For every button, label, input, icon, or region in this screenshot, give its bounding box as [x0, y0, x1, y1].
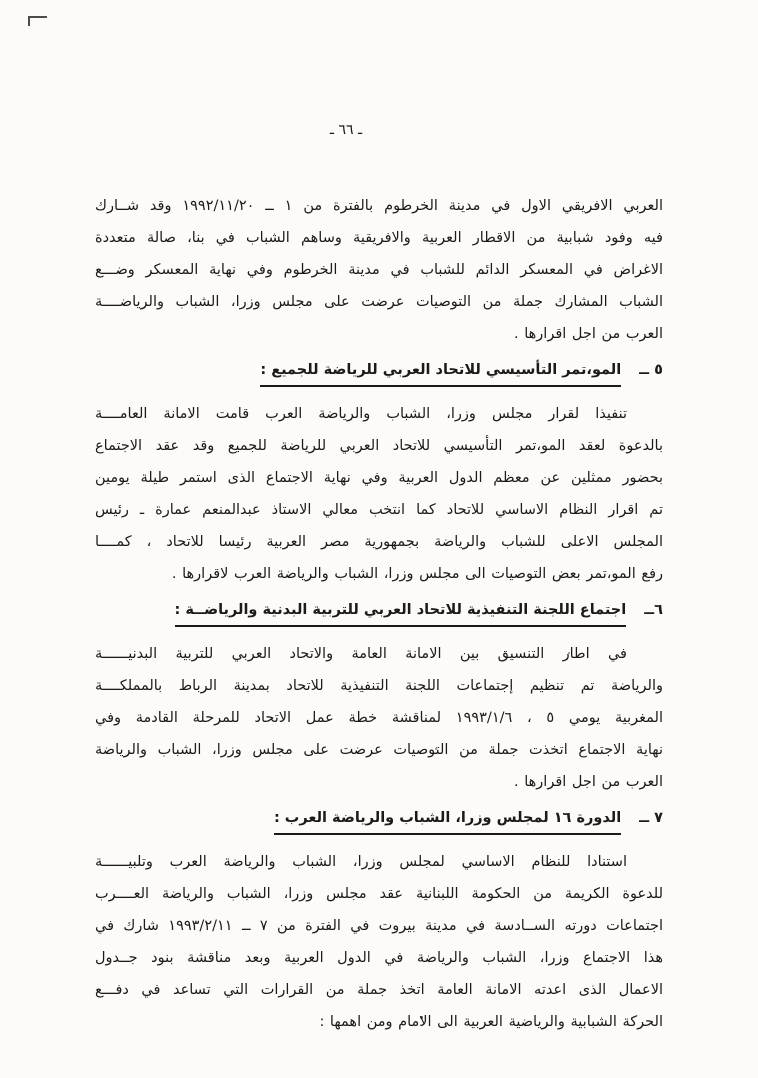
section-7-number: ٧ ــ: [639, 810, 663, 826]
text-line: تنفيذا لقرار مجلس وزرا، الشباب والرياضة العرب قامت الامانة العامــــة: [95, 406, 627, 422]
text-line: العرب من اجل اقرارها .: [514, 774, 663, 790]
text-line: المغربية يومي ٥ ، ١٩٩٣/١/٦ لمناقشة خطة عمل الاتحاد للمرحلة القادمة وفي: [95, 710, 663, 726]
section-7-paragraph: [95, 846, 663, 1038]
text-line: العرب من اجل اقرارها .: [514, 326, 663, 342]
text-line: المجلس الاعلى للشباب والرياضة بجمهورية مصر العربية رئيسا للاتحاد ، كمــــا: [95, 534, 663, 550]
text-line: العربي الافريقي الاول في مدينة الخرطوم بالفترة من ١ ــ ١٩٩٢/١١/٢٠ وقد شــارك: [95, 198, 663, 214]
scan-corner-artifact: [28, 16, 47, 26]
text-line: استنادا للنظام الاساسي لمجلس وزرا، الشباب والرياضة العرب وتلبيــــــة: [95, 854, 627, 870]
text-line: للدعوة الكريمة من الحكومة اللبنانية عقد مجلس وزرا، الشباب والرياضة العــــرب: [95, 886, 663, 902]
text-line: اجتماعات دورته الســادسة في مدينة بيروت في الفترة من ٧ ــ ١٩٩٣/٢/١١ شارك في: [95, 918, 663, 934]
text-line: تم اقرار النظام الاساسي للاتحاد كما انتخب معالي الاستاذ عبدالمنعم عمارة ـ رئيس: [95, 502, 663, 518]
text-line: في اطار التنسيق بين الامانة العامة والاتحاد العربي للتربية البدنيــــــة: [95, 646, 627, 662]
paragraph-continuation: [95, 190, 663, 350]
section-6-title: اجتماع اللجنة التنفيذية للاتحاد العربي للتربية البدنية والرياضــة :: [175, 599, 627, 627]
section-5-number: ٥ ــ: [639, 362, 663, 378]
section-5-heading: [95, 359, 663, 387]
text-line: بحضور ممثلين عن معظم الدول العربية وفي نهاية الاجتماع الذى استمر طيلة يومين: [95, 470, 663, 486]
text-line: هذا الاجتماع وزرا، الشباب والرياضة في الدول العربية وبعد مناقشة بنود جــدول: [95, 950, 663, 966]
section-6-number: ٦ــ: [644, 602, 663, 618]
text-line: رفع المو،تمر بعض التوصيات الى مجلس وزرا، الشباب والرياضة العرب لاقرارها .: [171, 566, 663, 582]
section-6-heading: [95, 599, 663, 627]
text-line: والرياضة تم تنظيم إجتماعات اللجنة التنفيذية للاتحاد بمدينة الرباط بالمملكــــة: [95, 678, 663, 694]
text-line: الشباب المشارك جملة من التوصيات عرضت على مجلس وزرا، الشباب والرياضــــة: [95, 294, 663, 310]
section-5-title: المو،تمر التأسيسي للاتحاد العربي للرياضة للجميع :: [260, 359, 621, 387]
text-line: فيه وفود شبابية من الاقطار العربية والافريقية وساهم الشباب في بنا، صالة متعددة: [95, 230, 663, 246]
text-line: الحركة الشبابية والرياضية العربية الى الامام ومن اهمها :: [319, 1014, 663, 1030]
section-7-title: الدورة ١٦ لمجلس وزرا، الشباب والرياضة العرب :: [274, 807, 621, 835]
section-6-paragraph: [95, 638, 663, 798]
page-number: ـ ٦٦ ـ: [329, 122, 363, 138]
section-7-heading: [95, 807, 663, 835]
text-line: الاعمال الذى اعدته الامانة العامة اتخذ جملة من القرارات التي تساعد في دفـــع: [95, 982, 663, 998]
document-body: [95, 190, 663, 1038]
text-line: نهاية الاجتماع اتخذت جملة من التوصيات عرضت على مجلس وزرا، الشباب والرياضة: [95, 742, 663, 758]
section-5-paragraph: [95, 398, 663, 590]
text-line: الاغراض في المعسكر الدائم للشباب في مدينة الخرطوم وفي نهاية المعسكر وضـــع: [95, 262, 663, 278]
text-line: بالدعوة لعقد المو،تمر التأسيسي للاتحاد العربي للرياضة للجميع وقد عقد الاجتماع: [95, 438, 663, 454]
